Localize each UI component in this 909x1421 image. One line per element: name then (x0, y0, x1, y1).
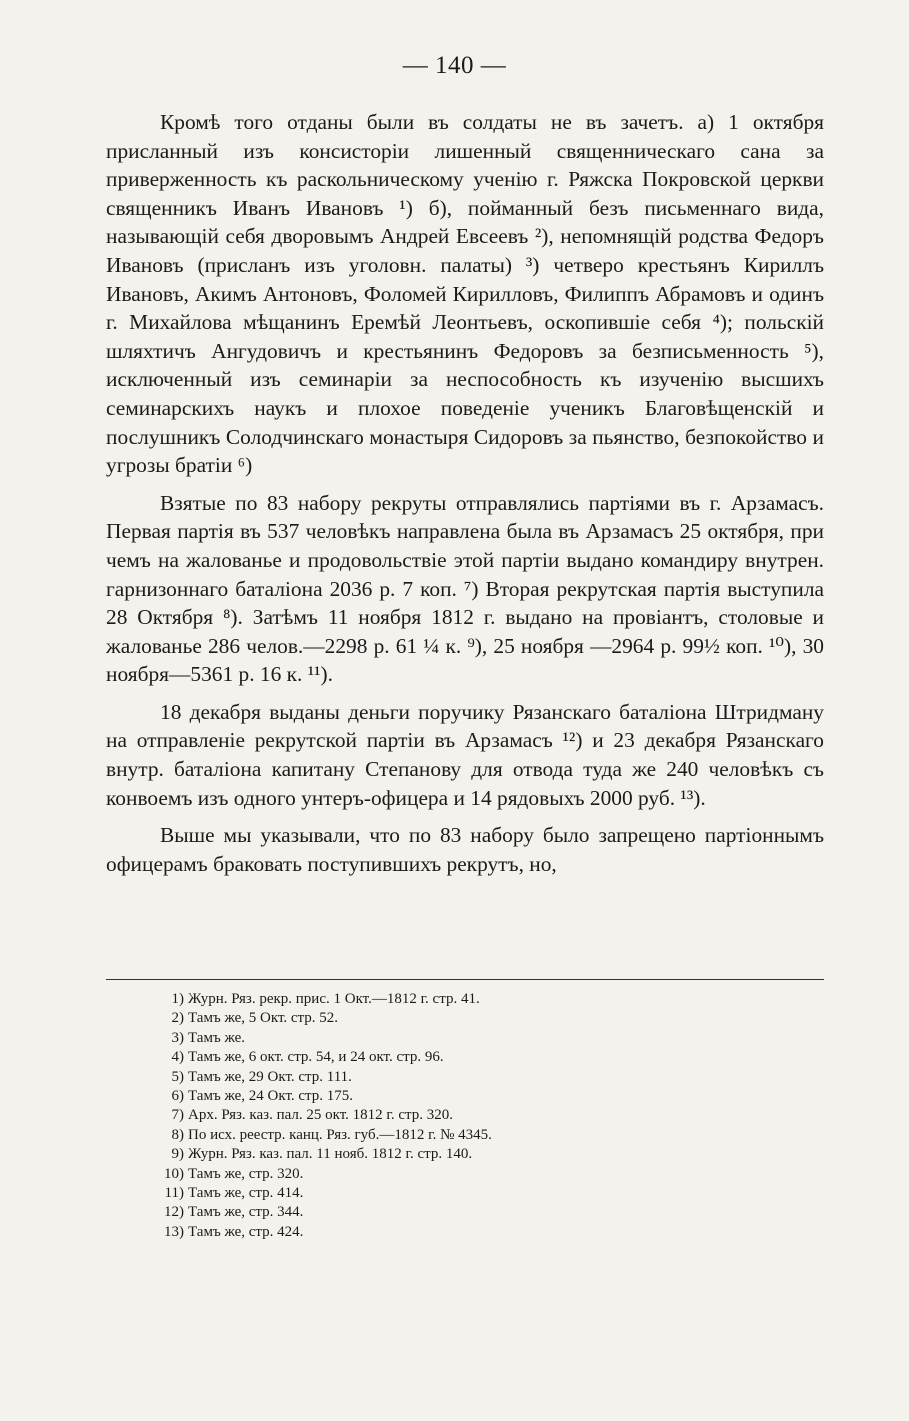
footnote-mark: 10) (164, 1165, 184, 1182)
footnote-separator (106, 979, 824, 980)
paragraph-3: 18 декабря выданы деньги поручику Рязанскаго баталіона Штридману на отправленіе рекрутской партіи въ Арзамасъ ¹²) и 23 декабря Рязанскаго внутр. баталіона капитану Степанову для отвода туда же 240 человѣкъ съ конвоемъ изъ одного унтеръ-офицера и 14 рядовыхъ 2000 руб. ¹³). (106, 699, 824, 810)
footnote (158, 1068, 818, 1087)
footnote (158, 1145, 818, 1164)
footnote (158, 1106, 818, 1125)
paragraph-1: Кромѣ того отданы были въ солдаты не въ зачетъ. а) 1 октября присланный изъ консисторіи лишенный священническаго сана за приверженность къ раскольническому ученію г. Ряжска Покровской церкви священникъ Иванъ Ивановъ ¹) б), пойманный безъ письменнаго вида, называющій себя дворовымъ Андрей Евсеевъ ²), непомнящій родства Федоръ Ивановъ (присланъ изъ уголовн. палаты) ³) четверо крестьянъ Кириллъ Ивановъ, Акимъ Антоновъ, Фоломей Кирилловъ, Филиппъ Абрамовъ и одинъ г. Михайлова мѣщанинъ Еремѣй Леонтьевъ, оскопившіе себя ⁴); польскій шляхтичъ Ангудовичъ и крестьянинъ Федоровъ за безписьменность ⁵), исключенный изъ семинаріи за неспособность къ изученію высшихъ семинарскихъ наукъ и плохое поведеніе ученикъ Благовѣщенскій и послушникъ Солодчинскаго монастыря Сидоровъ за пьянство, безпокойство и угрозы братіи ⁶) (106, 110, 824, 478)
footnote-mark: 5) (171, 1068, 184, 1085)
footnote-text: Тамъ же, стр. 344. (188, 1204, 304, 1221)
footnote-text: Тамъ же, 5 Окт. стр. 52. (188, 1010, 339, 1027)
footnote-text: Тамъ же, 6 окт. стр. 54, и 24 окт. стр. 96. (188, 1049, 444, 1066)
footnote-mark: 11) (164, 1185, 184, 1202)
footnote-text: Тамъ же, 29 Окт. стр. 111. (188, 1068, 352, 1085)
paragraph-2: Взятые по 83 набору рекруты отправлялись партіями въ г. Арзамасъ. Первая партія въ 537 человѣкъ направлена была въ Арзамасъ 25 октября, при чемъ на жалованье и продовольствіе этой партіи выдано командиру внутрен. гарнизоннаго баталіона 2036 р. 7 коп. ⁷) Вторая рекрутская партія выступила 28 Октября ⁸). Затѣмъ 11 ноября 1812 г. выдано на провіантъ, столовые и жалованье 286 челов.—2298 р. 61 ¼ к. ⁹), 25 ноября —2964 р. 99½ коп. ¹⁰), 30 ноября—5361 р. 16 к. ¹¹). (106, 490, 824, 687)
footnote-mark: 1) (171, 991, 184, 1007)
footnote (158, 1165, 818, 1184)
footnote (158, 1126, 818, 1145)
footnote-mark: 12) (164, 1204, 184, 1221)
footnote (158, 1184, 818, 1203)
page-number: — 140 — (402, 52, 507, 79)
footnote-mark: 4) (171, 1049, 184, 1066)
footnote (158, 1087, 818, 1106)
footnote (158, 1029, 818, 1048)
footnote-text: Тамъ же. (188, 1029, 246, 1046)
footnote-text: Журн. Ряз. рекр. прис. 1 Окт.—1812 г. стр. 41. (188, 991, 480, 1007)
footnotes-list (158, 990, 818, 1242)
footnote-text: Журн. Ряз. каз. пал. 11 нояб. 1812 г. стр. 140. (188, 1146, 473, 1163)
footnote-mark: 6) (171, 1088, 184, 1105)
footnote (158, 1223, 818, 1242)
footnote-mark: 2) (171, 1010, 184, 1027)
footnote-text: По исх. реестр. канц. Ряз. губ.—1812 г. № 4345. (188, 1126, 492, 1143)
footnote-mark: 7) (171, 1107, 184, 1124)
footnote-text: Тамъ же, стр. 414. (188, 1185, 304, 1202)
footnote-mark: 13) (164, 1223, 184, 1240)
footnote-text: Тамъ же, 24 Окт. стр. 175. (188, 1088, 354, 1105)
footnote-text: Тамъ же, стр. 424. (188, 1223, 304, 1240)
paragraph-4: Выше мы указывали, что по 83 набору было запрещено партіоннымъ офицерамъ браковать поступившихъ рекрутъ, но, (106, 823, 824, 876)
footnote-mark: 3) (171, 1029, 184, 1046)
footnote (158, 990, 818, 1009)
main-text (106, 108, 824, 878)
footnote-text: Арх. Ряз. каз. пал. 25 окт. 1812 г. стр. 320. (188, 1107, 453, 1124)
footnote (158, 1048, 818, 1067)
footnote-mark: 9) (171, 1146, 184, 1163)
footnote-text: Тамъ же, стр. 320. (188, 1165, 304, 1182)
footnote (158, 1009, 818, 1028)
footnote-mark: 8) (171, 1126, 184, 1143)
footnote (158, 1203, 818, 1222)
